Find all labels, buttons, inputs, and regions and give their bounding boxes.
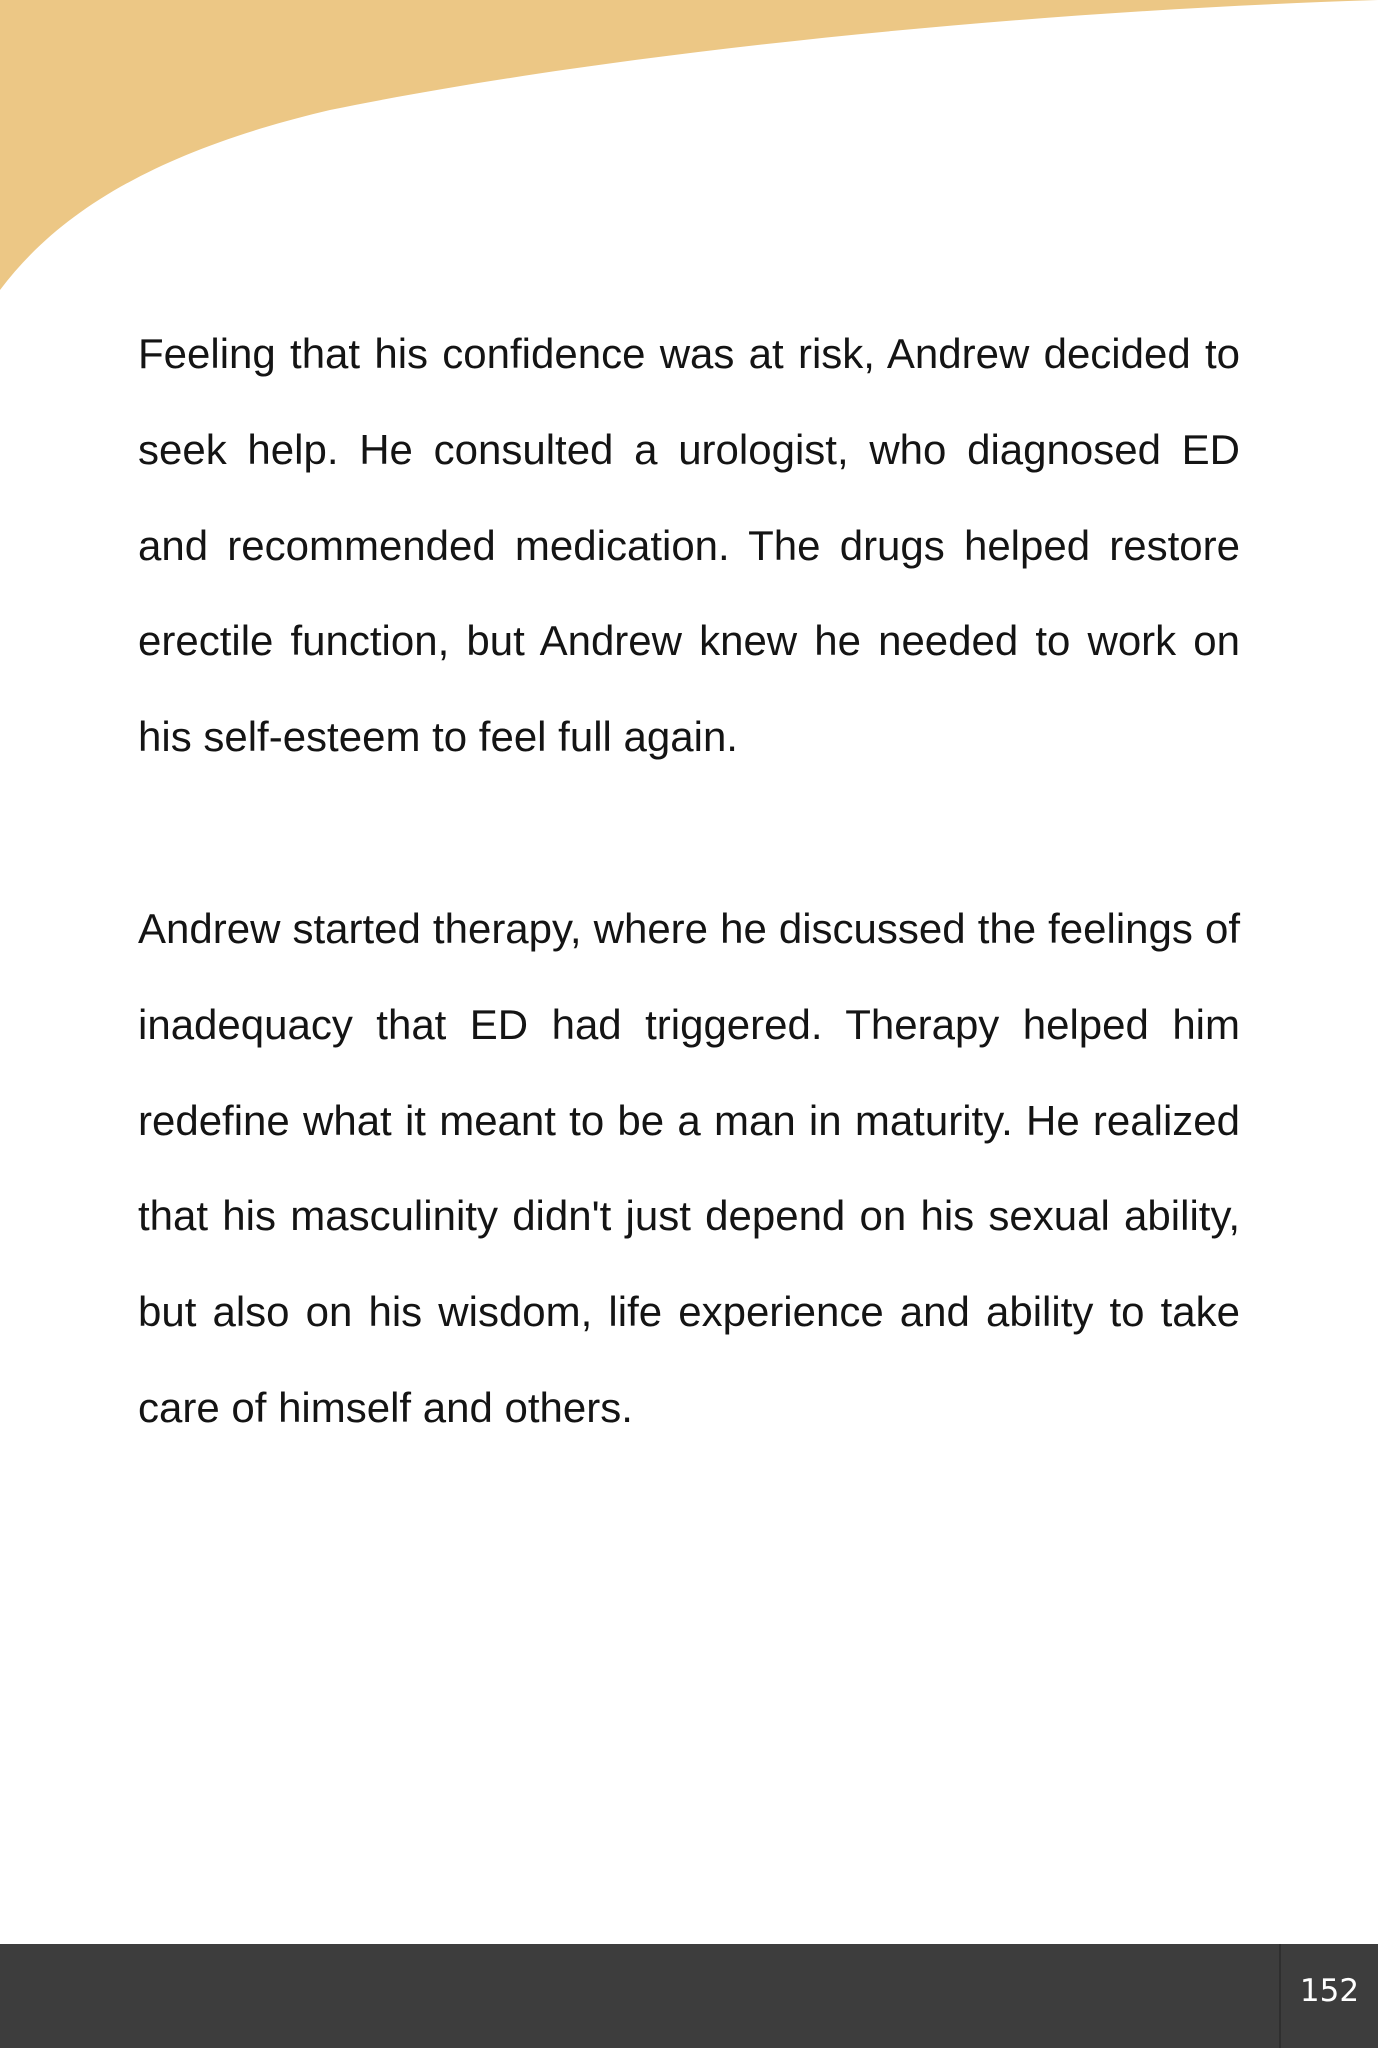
page-number-box xyxy=(1279,1944,1378,2048)
decorative-header-swoosh xyxy=(0,0,1378,300)
paragraph-1: Feeling that his confidence was at risk, Andrew decided to seek help. He consulted a urologist, who diagnosed ED and recommended medication. The drugs helped restore erectile function, but Andrew knew he needed to work on his self-esteem to feel full again. xyxy=(138,330,1240,761)
page-body xyxy=(138,306,1240,1456)
page-number: 152 xyxy=(1299,1973,1360,2009)
paragraph-2: Andrew started therapy, where he discussed the feelings of inadequacy that ED had triggered. Therapy helped him redefine what it meant to be a man in maturity. He realized that his masculinity didn't just depend on his sexual ability, but also on his wisdom, life experience and ability to take care of himself and others. xyxy=(138,904,1240,1431)
page-footer xyxy=(0,1944,1378,2048)
